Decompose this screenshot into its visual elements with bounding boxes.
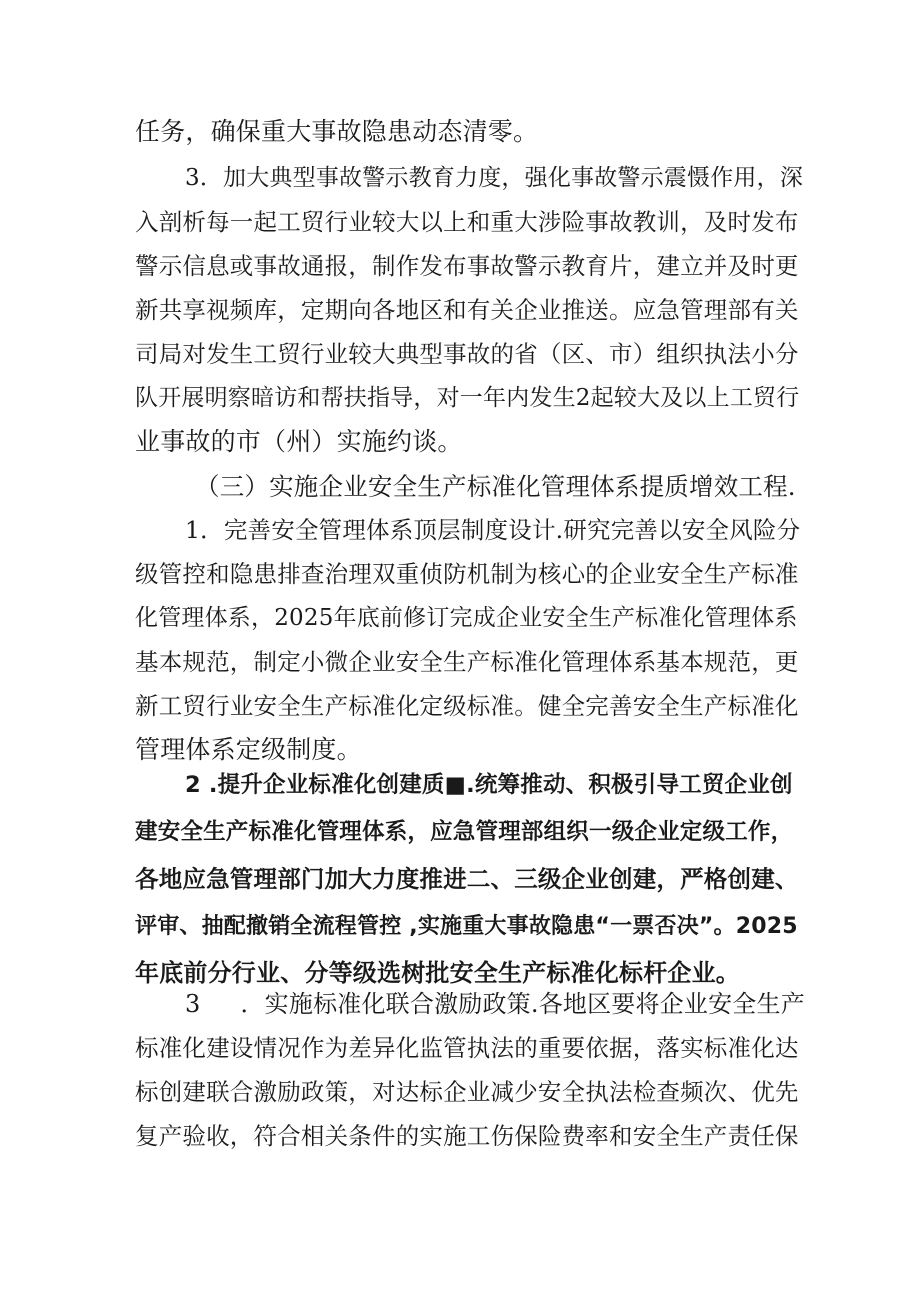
text-line: 评审、抽配撤销全流程管控 ,实施重大事故隐患“一票否决”。2025: [135, 914, 798, 939]
paragraph-s1: [135, 508, 801, 772]
section-heading-text: （三）实施企业安全生产标准化管理体系提质增效工程.: [195, 472, 796, 501]
text-line: 级管控和隐患排查治理双重侦防机制为核心的企业安全生产标准: [135, 560, 799, 588]
text-line: 基本规范，制定小微企业安全生产标准化管理体系基本规范，更: [135, 648, 799, 676]
text-line: 业事故的市（州）实施约谈。: [135, 427, 463, 456]
paragraph-3: [135, 156, 804, 464]
text-line: 3．加大典型事故警示教育力度，强化事故警示震慑作用，深: [185, 165, 804, 191]
text-line: 化管理体系，2025年底前修订完成企业安全生产标准化管理体系: [135, 605, 798, 631]
section-heading: [135, 465, 795, 509]
text-line: 新工贸行业安全生产标准化定级标准。健全完善安全生产标准化: [135, 692, 799, 720]
text-line: 管理体系定级制度。: [135, 735, 362, 764]
paragraph-s3: [135, 982, 805, 1158]
text-line: 各地应急管理部门加大力度推进二、三级企业创建，严格创建、: [135, 865, 799, 893]
text-line: 2 .提升企业标准化创建质■.统筹推动、积极引导工贸企业创: [185, 772, 793, 798]
text-line: 入剖析每一起工贸行业较大以上和重大涉险事故教训，及时发布: [135, 208, 799, 236]
text-line: 标准化建设情况作为差异化监管执法的重要依据，落实标准化达: [135, 1034, 799, 1062]
text-line: 司局对发生工贸行业较大典型事故的省（区、市）组织执法小分: [135, 340, 799, 368]
text-line: 年底前分行业、分等级选树批安全生产标准化标杆企业。: [135, 959, 740, 987]
text-line: 1．完善安全管理体系顶层制度设计.研究完善以安全风险分: [185, 516, 801, 544]
text-line: 警示信息或事故通报，制作发布事故警示教育片，建立并及时更: [135, 252, 799, 280]
text-line: 建安全生产标准化管理体系，应急管理部组织一级企业定级工作，: [135, 819, 794, 845]
paragraph-continued: [135, 110, 795, 154]
text-line: 复产验收，符合相关条件的实施工伤保险费率和安全生产责任保: [135, 1122, 799, 1150]
text-line: 队开展明察暗访和帮扶指导，对一年内发生2起较大及以上工贸行: [135, 385, 800, 411]
text-line: 标创建联合激励政策，对达标企业减少安全执法检查频次、优先: [135, 1078, 799, 1106]
text-line: [135, 982, 805, 1026]
item-number: 3: [185, 990, 201, 1018]
paragraph-s2: [135, 762, 799, 997]
text-line: 新共享视频库，定期向各地区和有关企业推送。应急管理部有关: [135, 296, 799, 324]
item-text: ．实施标准化联合激励政策.各地区要将企业安全生产: [240, 990, 805, 1018]
text-line: 任务，确保重大事故隐患动态清零。: [135, 117, 539, 146]
